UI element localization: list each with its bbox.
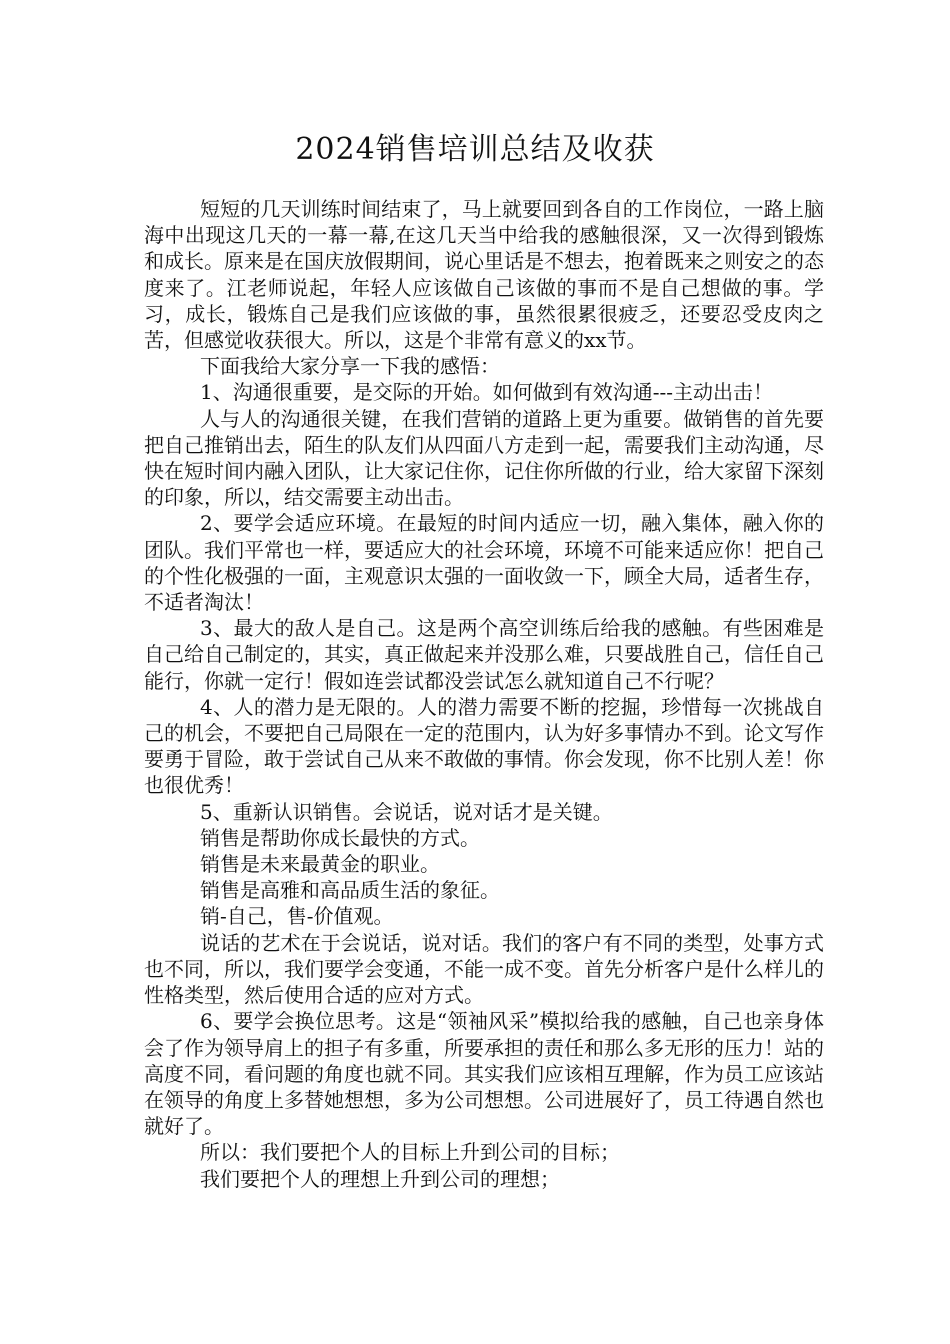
- paragraph-sales-4: 销-自己，售-价值观。: [200, 904, 394, 929]
- paragraph-point-5: 5、重新认识销售。会说话，说对话才是关键。: [200, 799, 613, 824]
- paragraph-point-2: 2、要学会适应环境。在最短的时间内适应一切，融入集体，融入你的团队。我们平常也一样，要适应大的社会环境，环境不可能来适应你！把自己的个性化极强的一面，主观意识太强的一面收敛一下，顾全大局，适者生存，不适者淘汰！: [144, 511, 824, 615]
- paragraph-point-3: 3、最大的敌人是自己。这是两个高空训练后给我的感触。有些困难是自己给自己制定的，其实，真正做起来并没那么难，只要战胜自己，信任自己能行，你就一定行！假如连尝试都没尝试怎么就知道自己不行呢？: [144, 616, 824, 693]
- paragraph-conclusion-1: 所以：我们要把个人的目标上升到公司的目标；: [200, 1140, 620, 1165]
- paragraph-speaking-art: 说话的艺术在于会说话，说对话。我们的客户有不同的类型，处事方式也不同，所以，我们要学会变通，不能一成不变。首先分析客户是什么样儿的性格类型，然后使用合适的应对方式。: [144, 930, 824, 1008]
- document-body: [144, 196, 824, 1192]
- paragraph-sales-1: 销售是帮助你成长最快的方式。: [200, 825, 480, 850]
- paragraph-point-1-detail: 人与人的沟通很关键，在我们营销的道路上更为重要。做销售的首先要把自己推销出去，陌生的队友们从四面八方走到一起，需要我们主动沟通，尽快在短时间内融入团队，让大家记住你，记住你所做的行业，给大家留下深刻的印象，所以，结交需要主动出击。: [144, 406, 824, 510]
- paragraph-point-6: 6、要学会换位思考。这是“领袖风采”模拟给我的感触，自己也亲身体会了作为领导肩上的担子有多重，所要承担的责任和那么多无形的压力！站的高度不同，看问题的角度也就不同。其实我们应该相互理解，作为员工应该站在领导的角度上多替她想想，多为公司想想。公司进展好了，员工待遇自然也就好了。: [144, 1009, 824, 1139]
- paragraph-intro: 短短的几天训练时间结束了，马上就要回到各自的工作岗位，一路上脑海中出现这几天的一幕一幕,在这几天当中给我的感触很深，又一次得到锻炼和成长。原来是在国庆放假期间，说心里话是不想去，抱着既来之则安之的态度来了。江老师说起，年轻人应该做自己该做的事而不是自己想做的事。学习，成长，锻炼自己是我们应该做的事，虽然很累很疲乏，还要忍受皮肉之苦，但感觉收获很大。所以，这是个非常有意义的xx节。: [144, 197, 824, 353]
- paragraph-point-1: 1、沟通很重要，是交际的开始。如何做到有效沟通---主动出击！: [200, 380, 773, 405]
- paragraph-point-4: 4、人的潜力是无限的。人的潜力需要不断的挖掘，珍惜每一次挑战自己的机会，不要把自己局限在一定的范围内，认为好多事情办不到。论文写作要勇于冒险，敢于尝试自己从来不敢做的事情。你会发现，你不比别人差！你也很优秀！: [144, 694, 824, 798]
- paragraph-conclusion-2: 我们要把个人的理想上升到公司的理想；: [200, 1166, 560, 1191]
- paragraph-share-intro: 下面我给大家分享一下我的感悟：: [200, 354, 500, 379]
- document-title: 2024销售培训总结及收获: [295, 132, 655, 167]
- paragraph-sales-3: 销售是高雅和高品质生活的象征。: [200, 878, 500, 903]
- paragraph-sales-2: 销售是未来最黄金的职业。: [200, 852, 440, 877]
